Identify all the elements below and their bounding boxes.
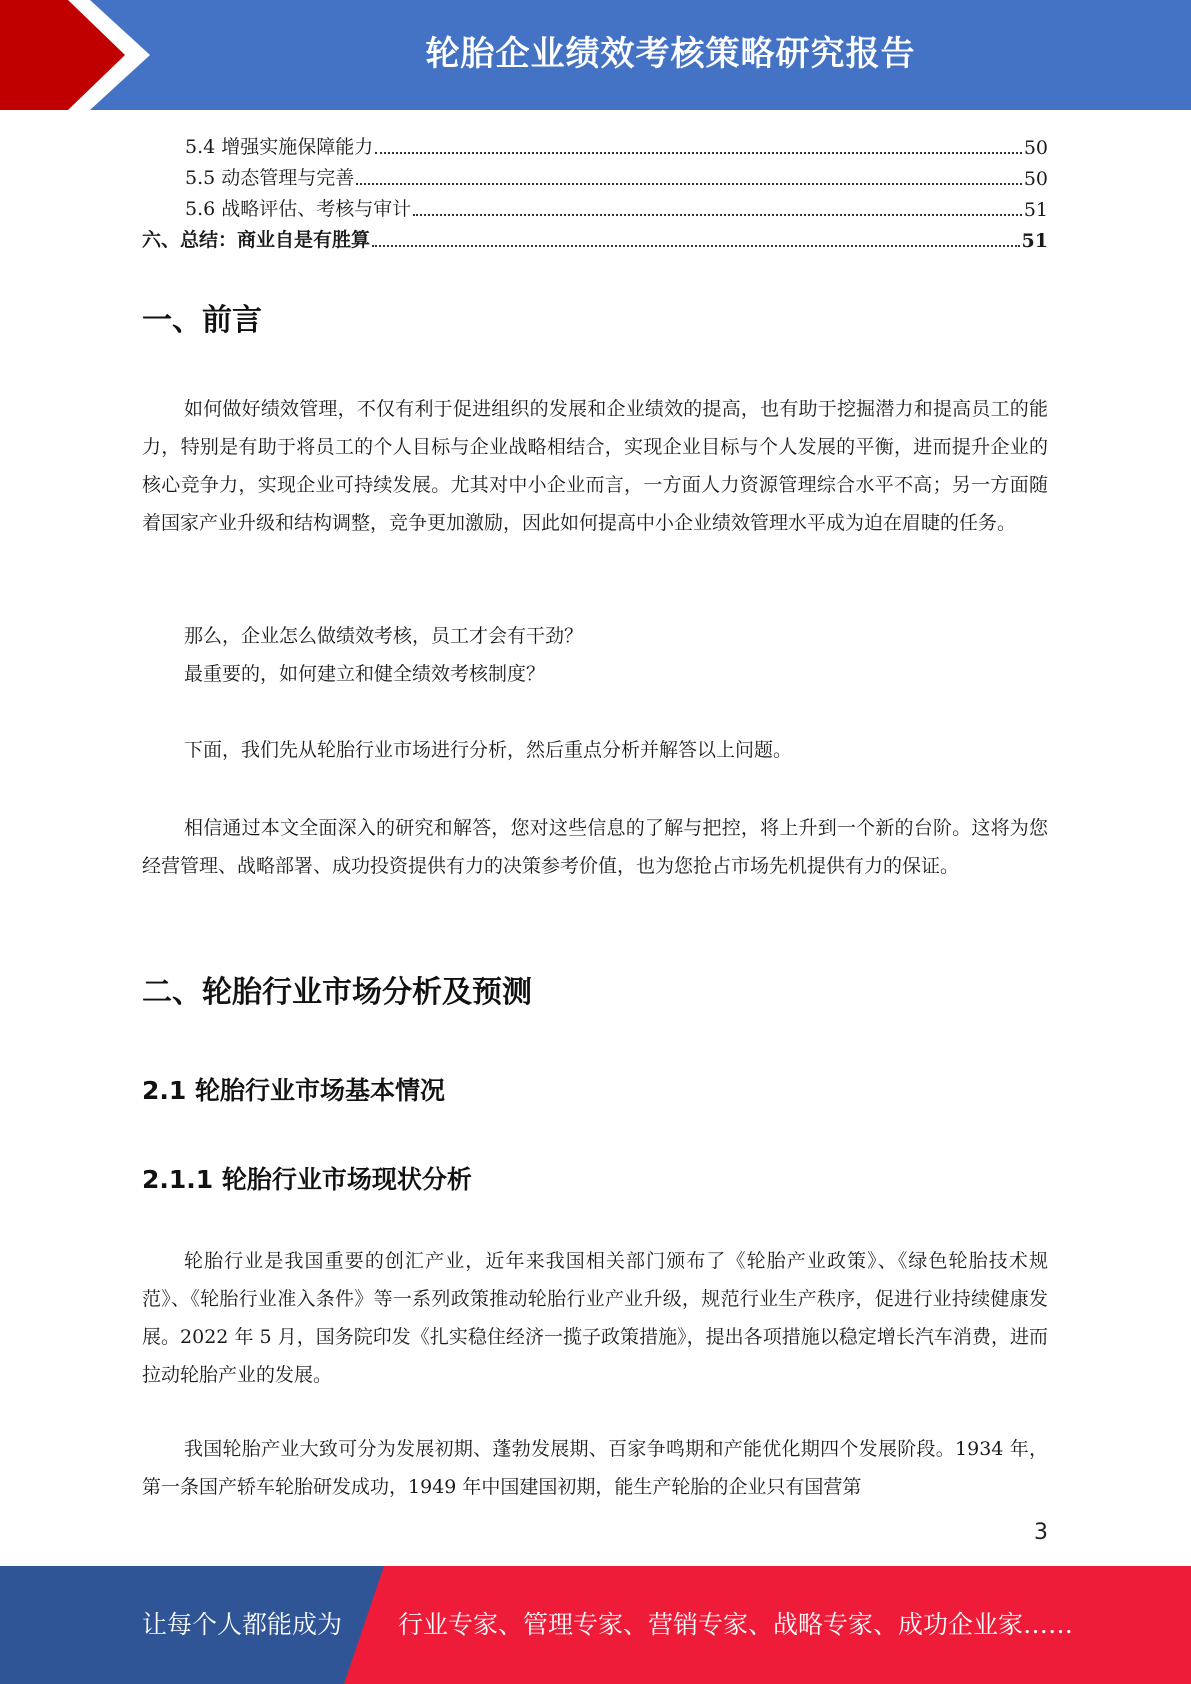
toc-leader-dots: [413, 213, 1022, 216]
toc-leader-dots: [375, 151, 1022, 154]
subsection-heading-2-1: 2.1 轮胎行业市场基本情况: [142, 1076, 445, 1105]
preface-question-1: 那么，企业怎么做绩效考核，员工才会有干劲？: [184, 625, 584, 647]
toc-leader-dots: [356, 182, 1022, 185]
toc-entry[interactable]: [142, 128, 1048, 159]
preface-paragraph-1: 如何做好绩效管理，不仅有利于促进组织的发展和企业绩效的提高，也有助于挖掘潜力和提高员工的能力，特别是有助于将员工的个人目标与企业战略相结合，实现企业目标与个人发展的平衡，进而提升企业的核心竞争力，实现企业可持续发展。尤其对中小企业而言，一方面人力资源管理综合水平不高；另一方面随着国家产业升级和结构调整，竞争更加激励，因此如何提高中小企业绩效管理水平成为迫在眉睫的任务。: [142, 398, 1048, 534]
toc-entry-page: 51: [1023, 199, 1048, 221]
chevron-arrow-icon: [0, 0, 150, 110]
page-footer: [0, 1566, 1191, 1684]
toc-entry-label: 5.6 战略评估、考核与审计: [185, 198, 412, 220]
toc-entry-page: 50: [1023, 168, 1048, 190]
table-of-contents: [142, 128, 1048, 252]
toc-entry[interactable]: [142, 190, 1048, 221]
toc-entry-page: 51: [1021, 230, 1048, 252]
report-title: 轮胎企业绩效考核策略研究报告: [425, 34, 916, 74]
market-paragraph-1: 轮胎行业是我国重要的创汇产业，近年来我国相关部门颁布了《轮胎产业政策》、《绿色轮胎技术规范》、《轮胎行业准入条件》等一系列政策推动轮胎行业产业升级，规范行业生产秩序，促进行业持续健康发展。2022 年 5 月，国务院印发《扎实稳住经济一揽子政策措施》，提出各项措施以稳定增长汽车消费，进而拉动轮胎产业的发展。: [142, 1250, 1048, 1386]
section-heading-preface: 一、前言: [142, 303, 262, 338]
preface-question-2: 最重要的，如何建立和健全绩效考核制度？: [184, 663, 546, 685]
toc-entry[interactable]: [142, 221, 1048, 252]
toc-entry-label: 5.5 动态管理与完善: [185, 167, 355, 189]
toc-entry-label: 5.4 增强实施保障能力: [185, 136, 374, 158]
toc-entry-page: 50: [1023, 137, 1048, 159]
footer-slogan-left: 让每个人都能成为: [142, 1610, 343, 1639]
toc-entry-label: 六、总结：商业自是有胜算: [142, 229, 371, 251]
section-heading-market: 二、轮胎行业市场分析及预测: [142, 975, 532, 1010]
page-number: 3: [1034, 1520, 1048, 1545]
preface-paragraph-2: 下面，我们先从轮胎行业市场进行分析，然后重点分析并解答以上问题。: [184, 739, 793, 761]
page-header: [0, 0, 1191, 110]
footer-slogan-right: 行业专家、管理专家、营销专家、战略专家、成功企业家……: [398, 1610, 1074, 1639]
preface-paragraph-3: 相信通过本文全面深入的研究和解答，您对这些信息的了解与把控，将上升到一个新的台阶。这将为您经营管理、战略部署、成功投资提供有力的决策参考价值，也为您抢占市场先机提供有力的保证。: [142, 817, 1048, 877]
toc-leader-dots: [372, 244, 1020, 247]
toc-entry[interactable]: [142, 159, 1048, 190]
market-paragraph-2: 我国轮胎产业大致可分为发展初期、蓬勃发展期、百家争鸣期和产能优化期四个发展阶段。1934 年，第一条国产轿车轮胎研发成功，1949 年中国建国初期，能生产轮胎的企业只有国营第: [142, 1438, 1048, 1498]
subsection-heading-2-1-1: 2.1.1 轮胎行业市场现状分析: [142, 1165, 472, 1194]
